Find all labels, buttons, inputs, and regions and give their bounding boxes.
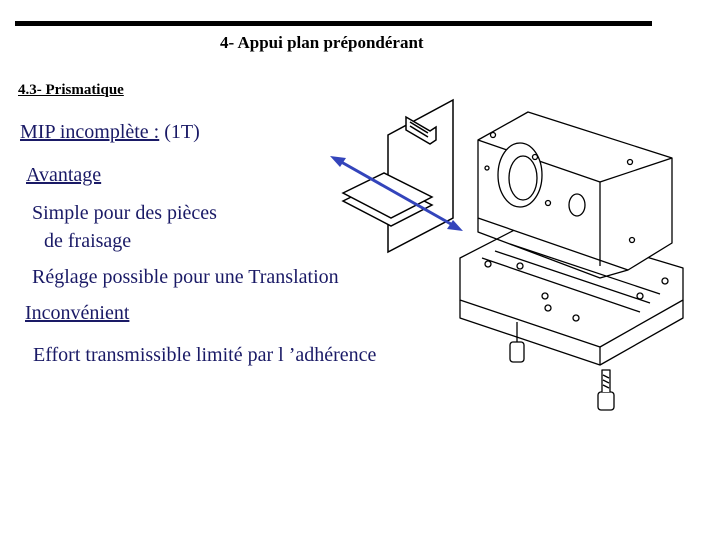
advantage-line-1-cont: de fraisage <box>44 230 132 252</box>
drawback-heading: Inconvénient <box>25 302 130 324</box>
page-title: 4- Appui plan prépondérant <box>220 33 424 52</box>
mip-value: (1T) <box>159 121 200 143</box>
mip-label: MIP incomplète : <box>20 121 160 143</box>
advantage-heading: Avantage <box>26 164 102 186</box>
advantage-line-2: Réglage possible pour une Translation <box>32 266 339 288</box>
drawback-line-1: Effort transmissible limité par l ’adhérence <box>33 344 377 366</box>
advantage-line-1: Simple pour des pièces <box>32 202 217 224</box>
section-heading: 4.3- Prismatique <box>18 82 124 98</box>
